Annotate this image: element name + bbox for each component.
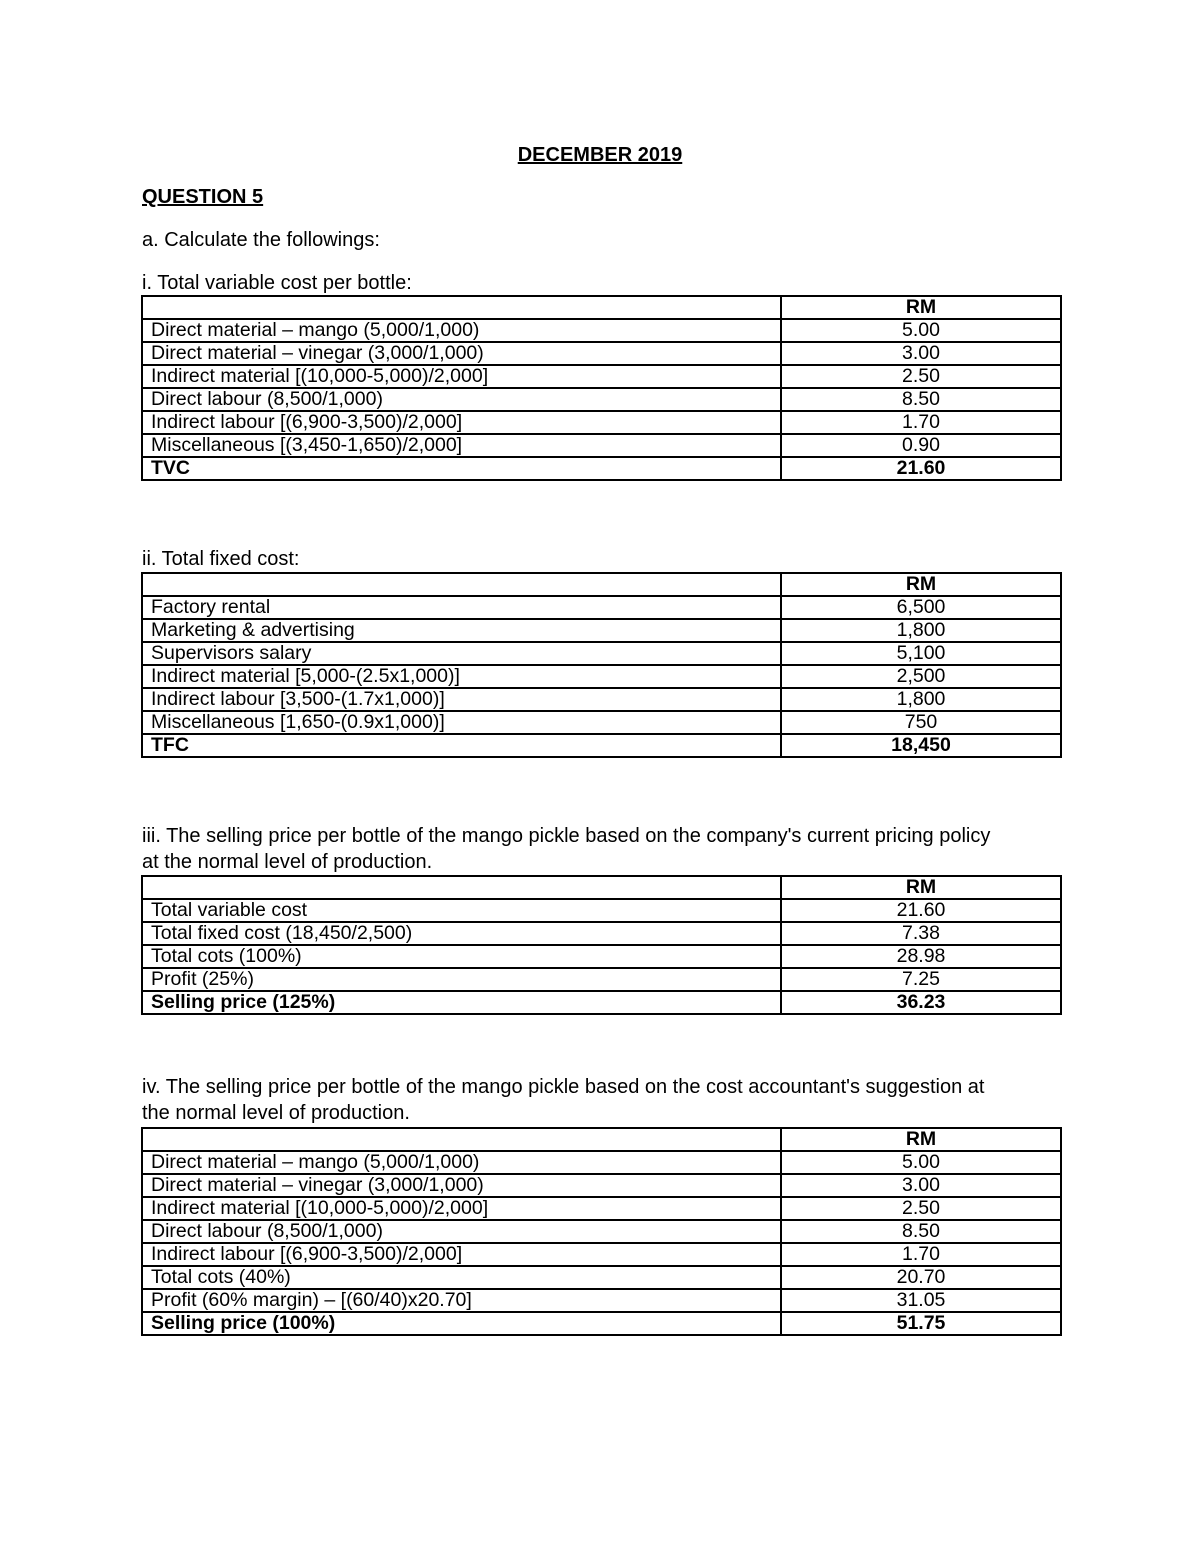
header-blank-cell [142, 876, 781, 899]
section-heading-iv-line-1: iv. The selling price per bottle of the mango pickle based on the cost accountant's suggestion at [142, 1076, 985, 1098]
table-row [142, 945, 1061, 968]
row-label: Marketing & advertising [142, 619, 781, 642]
row-label: Direct material – mango (5,000/1,000) [142, 319, 781, 342]
table-row [142, 388, 1061, 411]
row-label: Indirect labour [3,500-(1.7x1,000)] [142, 688, 781, 711]
table-row [142, 1243, 1061, 1266]
row-value: 1,800 [781, 688, 1061, 711]
row-value: 5.00 [781, 1151, 1061, 1174]
total-value: 18,450 [781, 734, 1061, 757]
section-heading-iii-line-2: at the normal level of production. [142, 851, 433, 873]
row-value: 2.50 [781, 1197, 1061, 1220]
table-total-variable-cost [141, 295, 1062, 481]
row-value: 8.50 [781, 388, 1061, 411]
table-header-row [142, 876, 1061, 899]
section-heading-i: i. Total variable cost per bottle: [142, 272, 412, 294]
total-value: 51.75 [781, 1312, 1061, 1335]
header-blank-cell [142, 296, 781, 319]
row-label: Total cots (100%) [142, 945, 781, 968]
table-row [142, 365, 1061, 388]
row-value: 20.70 [781, 1266, 1061, 1289]
table-row [142, 922, 1061, 945]
row-label: Factory rental [142, 596, 781, 619]
row-value: 0.90 [781, 434, 1061, 457]
row-value: 750 [781, 711, 1061, 734]
table-row [142, 411, 1061, 434]
table-row [142, 342, 1061, 365]
table-row [142, 434, 1061, 457]
table-header-row [142, 296, 1061, 319]
table-row [142, 1197, 1061, 1220]
table-total-row [142, 734, 1061, 757]
table-row [142, 1266, 1061, 1289]
row-label: Profit (25%) [142, 968, 781, 991]
row-value: 6,500 [781, 596, 1061, 619]
row-value: 8.50 [781, 1220, 1061, 1243]
table-row [142, 319, 1061, 342]
header-blank-cell [142, 573, 781, 596]
table-header-row [142, 1128, 1061, 1151]
section-heading-ii: ii. Total fixed cost: [142, 548, 300, 570]
row-label: Indirect material [(10,000-5,000)/2,000] [142, 365, 781, 388]
header-rm: RM [781, 296, 1061, 319]
row-label: Direct material – mango (5,000/1,000) [142, 1151, 781, 1174]
row-label: Total cots (40%) [142, 1266, 781, 1289]
table-row [142, 1220, 1061, 1243]
row-value: 7.38 [781, 922, 1061, 945]
row-value: 3.00 [781, 1174, 1061, 1197]
table-selling-price-current-policy [141, 875, 1062, 1015]
row-label: Miscellaneous [1,650-(0.9x1,000)] [142, 711, 781, 734]
instruction-text: a. Calculate the followings: [142, 229, 380, 251]
row-label: Indirect material [(10,000-5,000)/2,000] [142, 1197, 781, 1220]
question-title: QUESTION 5 [142, 186, 264, 208]
table-row [142, 642, 1061, 665]
row-value: 3.00 [781, 342, 1061, 365]
row-value: 1.70 [781, 1243, 1061, 1266]
row-label: Direct material – vinegar (3,000/1,000) [142, 1174, 781, 1197]
row-label: Total fixed cost (18,450/2,500) [142, 922, 781, 945]
table-row [142, 711, 1061, 734]
row-label: Supervisors salary [142, 642, 781, 665]
row-label: Profit (60% margin) – [(60/40)x20.70] [142, 1289, 781, 1312]
document-title: DECEMBER 2019 [517, 144, 683, 166]
table-total-row [142, 457, 1061, 480]
total-value: 21.60 [781, 457, 1061, 480]
header-blank-cell [142, 1128, 781, 1151]
table-total-fixed-cost [141, 572, 1062, 758]
table-row [142, 968, 1061, 991]
table-row [142, 596, 1061, 619]
table-row [142, 688, 1061, 711]
row-label: Indirect labour [(6,900-3,500)/2,000] [142, 1243, 781, 1266]
row-value: 1,800 [781, 619, 1061, 642]
row-label: Total variable cost [142, 899, 781, 922]
row-label: Indirect material [5,000-(2.5x1,000)] [142, 665, 781, 688]
row-value: 28.98 [781, 945, 1061, 968]
row-value: 5.00 [781, 319, 1061, 342]
row-label: Indirect labour [(6,900-3,500)/2,000] [142, 411, 781, 434]
row-value: 7.25 [781, 968, 1061, 991]
row-label: Direct material – vinegar (3,000/1,000) [142, 342, 781, 365]
row-label: Direct labour (8,500/1,000) [142, 388, 781, 411]
total-label: Selling price (125%) [142, 991, 781, 1014]
header-rm: RM [781, 573, 1061, 596]
row-value: 21.60 [781, 899, 1061, 922]
row-value: 5,100 [781, 642, 1061, 665]
table-total-row [142, 1312, 1061, 1335]
row-value: 2.50 [781, 365, 1061, 388]
table-row [142, 899, 1061, 922]
table-row [142, 619, 1061, 642]
header-rm: RM [781, 1128, 1061, 1151]
total-label: Selling price (100%) [142, 1312, 781, 1335]
row-value: 1.70 [781, 411, 1061, 434]
table-row [142, 1151, 1061, 1174]
table-total-row [142, 991, 1061, 1014]
row-value: 31.05 [781, 1289, 1061, 1312]
row-value: 2,500 [781, 665, 1061, 688]
table-row [142, 665, 1061, 688]
row-label: Direct labour (8,500/1,000) [142, 1220, 781, 1243]
table-selling-price-cost-accountant [141, 1127, 1062, 1336]
total-label: TFC [142, 734, 781, 757]
table-row [142, 1174, 1061, 1197]
row-label: Miscellaneous [(3,450-1,650)/2,000] [142, 434, 781, 457]
header-rm: RM [781, 876, 1061, 899]
table-row [142, 1289, 1061, 1312]
section-heading-iii-line-1: iii. The selling price per bottle of the mango pickle based on the company's current pricing policy [142, 825, 991, 847]
section-heading-iv-line-2: the normal level of production. [142, 1102, 410, 1124]
total-value: 36.23 [781, 991, 1061, 1014]
table-header-row [142, 573, 1061, 596]
total-label: TVC [142, 457, 781, 480]
